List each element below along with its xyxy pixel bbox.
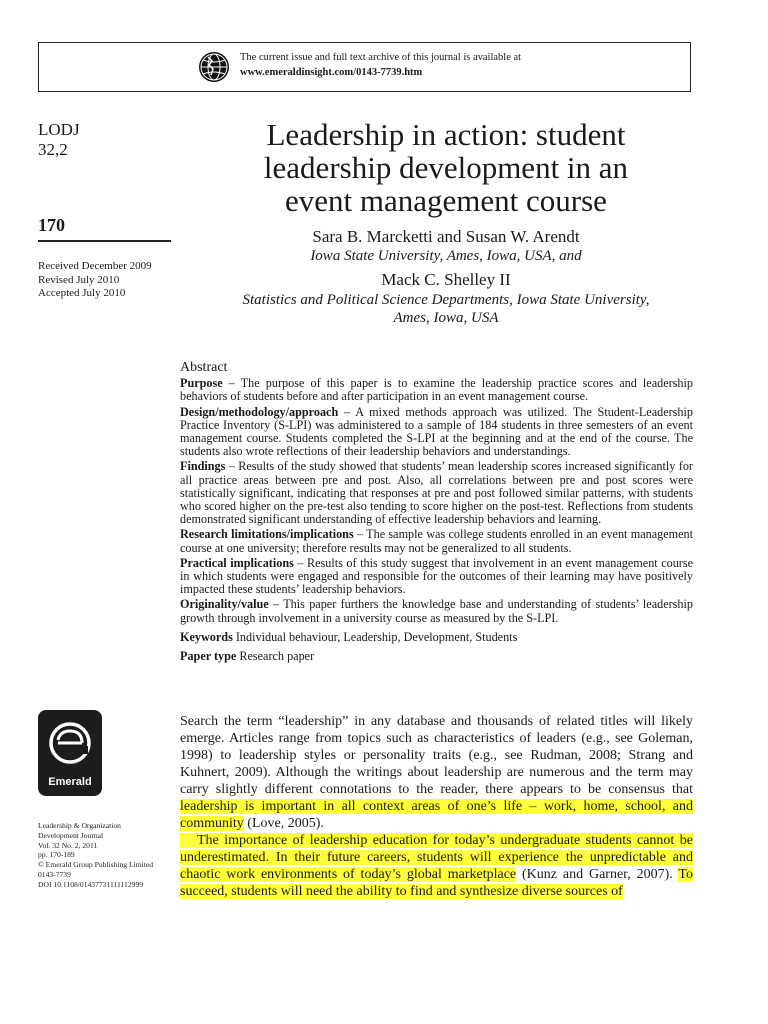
body-text-run: (Kunz and Garner, 2007). (516, 867, 679, 882)
section-text: – A mixed methods approach was utilized. The Student-Leadership Practice Inventory (S-LPI) was administered to a sample of 184 students in three semesters of an event management course. Students completed the S-LPI at the beginning and at the end of the course. The students also wrote reflections of their leadership behaviors and understandings. (180, 404, 693, 459)
keywords-label: Keywords (180, 629, 233, 644)
author-names-2: Mack C. Shelley II (381, 270, 511, 289)
submission-dates (38, 260, 152, 301)
title-line: Leadership in action: student (266, 117, 626, 152)
body-text-run: (Love, 2005). (243, 816, 324, 831)
highlighted-text: leadership is important in all context areas of one’s life – work, home, school, and community (180, 799, 693, 831)
journal-url-link[interactable]: www.emeraldinsight.com/0143-7739.htm (240, 67, 423, 78)
paper-title (190, 118, 702, 217)
body-text (180, 713, 693, 900)
abstract-design (180, 406, 693, 459)
section-label: Originality/value (180, 597, 269, 612)
section-label: Design/methodology/approach (180, 404, 339, 419)
paper-type-text: Research paper (236, 649, 315, 664)
accepted-date: Accepted July 2010 (38, 287, 126, 299)
body-paragraph-1 (180, 713, 693, 832)
abstract-limitations (180, 528, 693, 554)
affiliation-2 (190, 291, 702, 327)
author-names-1: Sara B. Marcketti and Susan W. Arendt (312, 227, 580, 246)
journal-code (38, 120, 80, 160)
title-line: event management course (285, 183, 607, 218)
revised-date: Revised July 2010 (38, 273, 120, 286)
journal-abbrev: LODJ (38, 120, 80, 139)
pub-info-line: pp. 170-189 (38, 850, 75, 860)
abstract-block (180, 361, 693, 665)
affiliation-2-line: Ames, Iowa, USA (393, 310, 499, 326)
section-label: Practical implications (180, 555, 294, 570)
emerald-logo (38, 710, 102, 796)
section-text: – Results of the study showed that students’ mean leadership scores increased significantly for all practice areas between pre and post. Also, all correlations between pre and post scores were statistically significant, indicating that responses at pre and post followed similar patterns, with students who scored higher on the pre-test also tending to score higher on the post-test. Reflections from students demonstrated significant understanding of effective leadership behaviors and learning. (180, 459, 693, 527)
pub-info-line: Development Journal (38, 830, 104, 840)
margin-divider (38, 240, 171, 242)
section-text: – The purpose of this paper is to examine the leadership practice scores and leadership behaviors of students before and after participation in an event management course. (180, 376, 693, 404)
pub-info-line: Leadership & Organization (38, 821, 121, 830)
pub-info-line: DOI 10.1108/01437731111112999 (38, 879, 144, 889)
section-label: Purpose (180, 376, 223, 391)
archive-notice: The current issue and full text archive of this journal is available at (240, 52, 522, 63)
abstract-originality (180, 598, 693, 624)
page-number: 170 (38, 215, 65, 235)
affiliation-2-line: Statistics and Political Science Departments, Iowa State University, (242, 292, 650, 308)
paper-type-label: Paper type (180, 649, 237, 664)
section-label: Findings (180, 459, 226, 474)
publication-info (38, 821, 153, 890)
keywords (180, 631, 693, 644)
section-text: – Results of this study suggest that involvement in an event management course in which students were engaged and responsible for the outcomes of their learning may have positively impacted these students’ leadership behaviors. (180, 555, 694, 597)
body-paragraph-2 (180, 832, 693, 900)
paper-type (180, 650, 693, 663)
pub-info-line: © Emerald Group Publishing Limited (38, 860, 154, 870)
abstract-heading: Abstract (180, 360, 228, 375)
logo-wordmark: Emerald (48, 776, 92, 788)
body-text-run: Search the term “leadership” in any database and thousands of related titles will likely emerge. Articles range from topics such as characteristics of leaders (e.g., see Goleman, 1998) to leadership styles or personality traits (e.g., see Rudman, 2008; Strang and Kuhnert, 2009). Although the writings about leadership are numerous and the term may carry slightly different connotations to the reader, there appears to be consensus that (180, 714, 693, 797)
highlighted-text: The importance of leadership education for today’s undergraduate students cannot be underestimated. In their future careers, students will experience the unpredictable and chaotic work environments of today’s global marketplace (180, 833, 693, 882)
abstract-findings (180, 460, 693, 526)
keywords-text: Individual behaviour, Leadership, Development, Students (232, 629, 518, 644)
pub-info-line: 0143-7739 (38, 869, 71, 879)
abstract-purpose (180, 377, 693, 403)
section-text: – This paper furthers the knowledge base and understanding of students’ leadership growth through involvement in a university course as measured by the S-LPI. (180, 597, 693, 625)
section-text: – The sample was college students enrolled in an event management course at one university; therefore results may not be generalized to all students. (180, 527, 693, 555)
journal-volume: 32,2 (38, 140, 68, 159)
section-label: Research limitations/implications (180, 527, 354, 542)
highlighted-text: To succeed, students will need the ability to find and synthesize diverse sources of (180, 867, 693, 899)
received-date: Received December 2009 (38, 260, 152, 272)
globe-icon (198, 51, 230, 83)
pub-info-line: Vol. 32 No. 2, 2011 (38, 840, 98, 850)
title-line: leadership development in an (263, 150, 629, 185)
affiliation-1: Iowa State University, Ames, Iowa, USA, and (310, 248, 582, 264)
abstract-practical (180, 557, 693, 597)
